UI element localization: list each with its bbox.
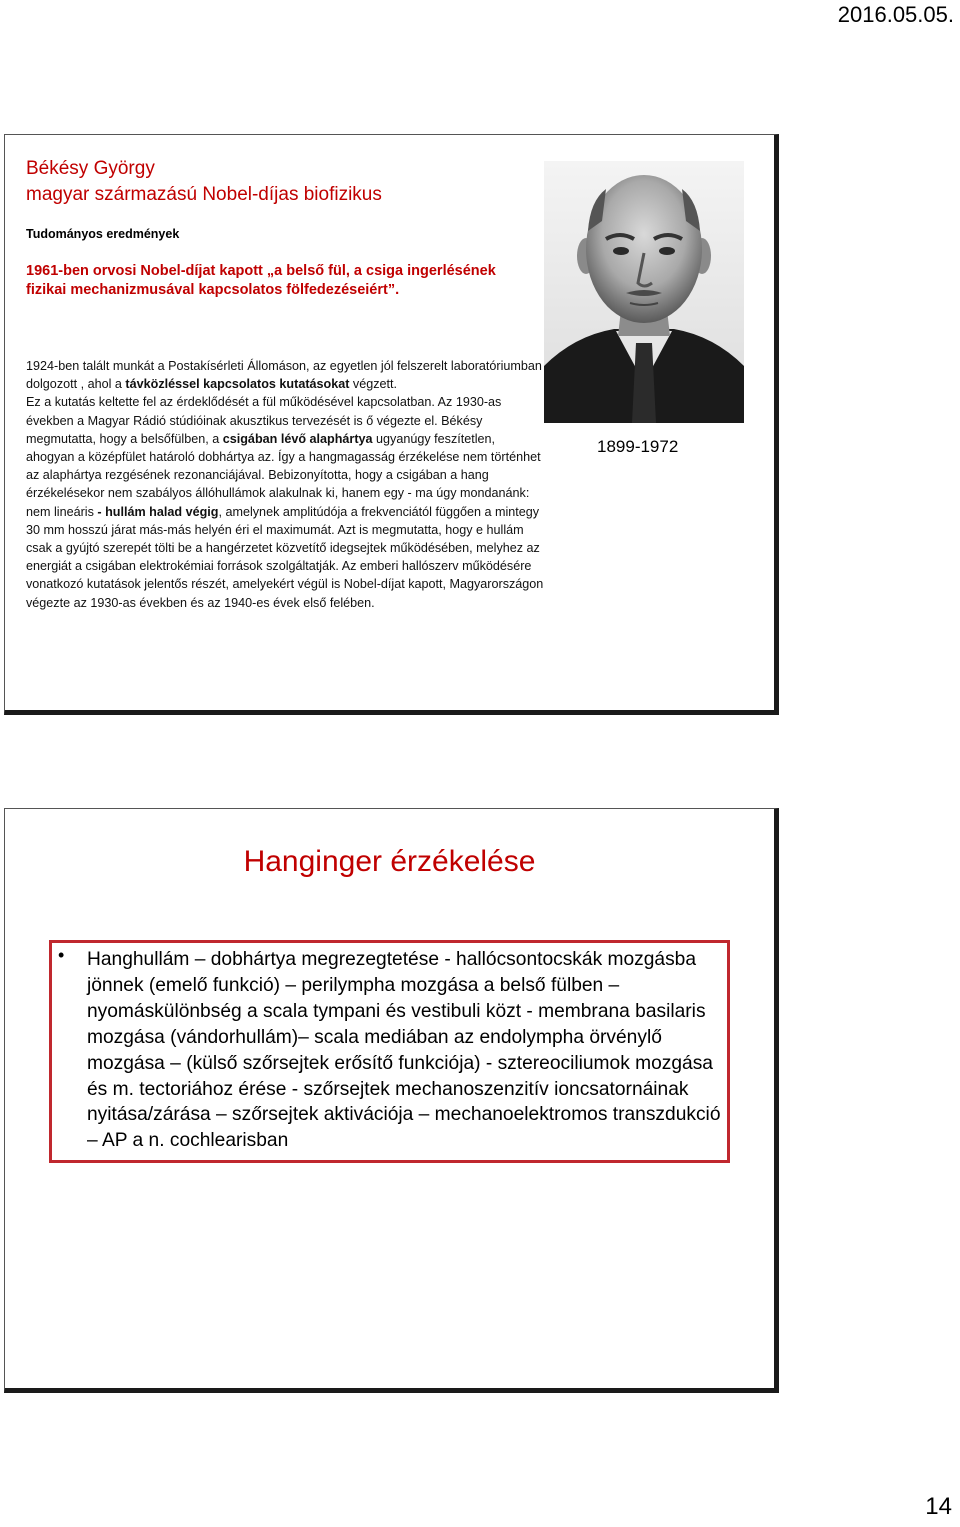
- text-run-bold: - hullám halad végig: [97, 504, 219, 519]
- biography-text: [26, 357, 546, 612]
- portrait-photo: [544, 161, 744, 423]
- text-run: , amelynek amplitúdója a frekvenciától függően a mintegy 30 mm hosszú járat más-más helyén éri el maximumát. Azt is megmutatta, hogy e hullám csak a gyújtó szerepét tölti be a hangérzetet közvetítő idegsejtek működésében, melyhez az energiát a csigában elektrokémiai források szolgáltatják. Az emberi hallószerv működésére vonatkozó kutatások jelentős részét, amelyekért végül is Nobel-díjat kapott, Magyarországon végezte az 1930-as években és az 1940-es évek első felében.: [26, 504, 544, 610]
- slide-title-name: Békésy György: [26, 158, 155, 179]
- page-number: 14: [925, 1493, 952, 1520]
- slide-subtitle: magyar származású Nobel-díjas biofizikus: [26, 184, 382, 205]
- text-run: végzett.: [349, 377, 398, 392]
- bullet-box: [49, 940, 730, 1163]
- slide-bekesy: [4, 134, 779, 715]
- text-run-bold: csigában lévő alaphártya: [222, 431, 373, 446]
- slide-title: Hanginger érzékelése: [243, 845, 536, 878]
- text-run: 1924-ben talált munkát a Postakísérleti Állomáson, az egyetlen jól felszerelt laboratóriumban dolgozott , ahol a: [26, 359, 542, 392]
- bullet-dot-icon: •: [58, 945, 65, 965]
- biography-paragraph-1: [26, 357, 546, 393]
- text-run: Ez a kutatás keltette fel az érdeklődését a fül működésével kapcsolatban. Az 1930-as években a Magyar Rádió stúdióinak akusztikus tervezését is ő végezte el. Békésy megmutatta, hogy a belsőfülben, a: [26, 395, 502, 446]
- slide-sound-perception: [4, 808, 779, 1393]
- bullet-text: Hanghullám – dobhártya megrezegtetése - hallócsontocskák mozgásba jönnek (emelő funkció) – perilympha mozgása a belső fülben – nyomáskülönbség a scala tympani és vestibuli közt - membrana basilaris mozgása (vándorhullám)– scala mediában az endolympha örvénylő mozgása – (külső szőrsejtek erősítő funkciója) - sztereociliumok mozgása és m. tectoriához érése - szőrsejtek mechanoszenzitív ioncsatornáinak nyitása/zárása – szőrsejtek aktivációja – mechanoelektromos transzdukció – AP a n. cochlearisban: [87, 949, 721, 1152]
- text-run-bold: távközléssel kapcsolatos kutatásokat: [125, 377, 350, 392]
- portrait-years: 1899-1972: [597, 437, 679, 456]
- section-heading: Tudományos eredmények: [26, 227, 180, 241]
- text-run: ugyanúgy feszítetlen, ahogyan a középfület határoló dobhártya az. Így a hangmagasság érzékelése nem történhet az alaphártya rezgésének rezonanciájával. Bebizonyította, hogy a csigában a hang érzékelésekor nem szabályos állóhullámok alakulnak ki, hanem egy - ma úgy mondanánk: nem lineáris: [26, 431, 541, 519]
- page-date: 2016.05.05.: [837, 2, 954, 27]
- nobel-prize-statement: 1961-ben orvosi Nobel-díjat kapott „a belső fül, a csiga ingerlésének fizikai mechanizmusával kapcsolatos fölfedezéseiért”.: [26, 263, 496, 298]
- biography-paragraph-2: [26, 393, 546, 611]
- portrait-illustration: [544, 161, 744, 423]
